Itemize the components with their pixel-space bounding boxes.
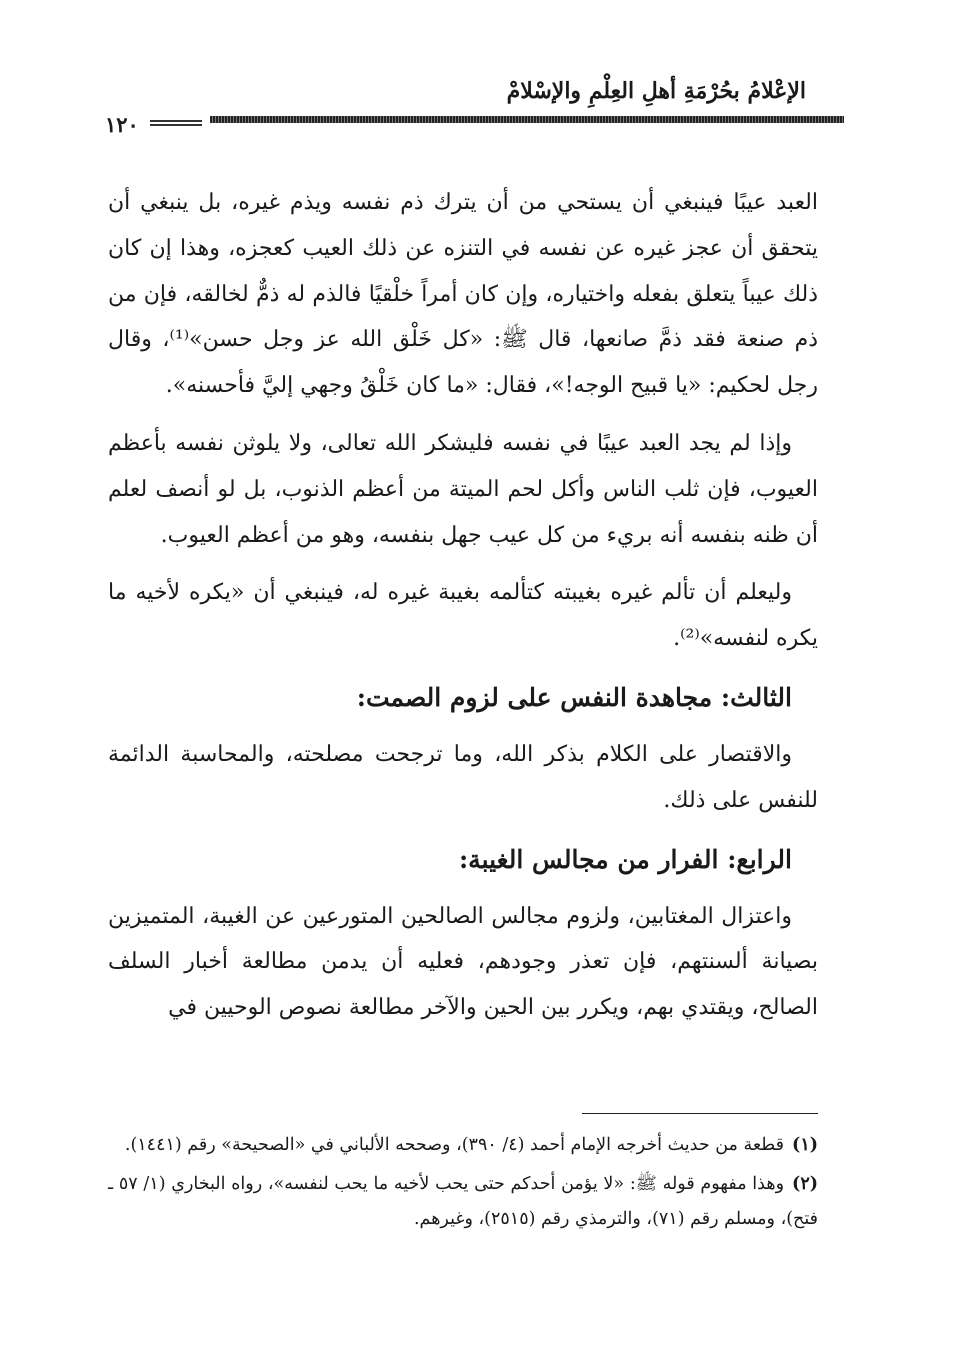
footnote-number: (١) xyxy=(792,1135,818,1155)
footnote-number: (٢) xyxy=(792,1174,818,1194)
footnote-text: قطعة من حديث أخرجه الإمام أحمد (٤/ ٣٩٠)، وصححه الألباني في «الصحيحة» رقم (١٤٤١). xyxy=(124,1135,785,1155)
footnote-2 xyxy=(108,1167,818,1237)
section-heading-third: الثالث: مجاهدة النفس على لزوم الصمت: xyxy=(356,682,792,712)
section-heading-fourth: الرابع: الفرار من مجالس الغيبة: xyxy=(458,844,792,874)
page-number: ١٢٠ xyxy=(105,112,139,137)
paragraph-2: وإذا لم يجد العبد عيبًا في نفسه فليشكر الله تعالى، ولا يلوثن نفسه بأعظم العيوب، فإن ثلب الناس وأكل لحم الميتة من أعظم الذنوب، بل لو أنصف لعلم أن ظنه بنفسه أنه بريء من كل عيب جهل بنفسه، وهو من أعظم العيوب. xyxy=(108,430,818,548)
footnotes xyxy=(108,1128,818,1241)
header-rule xyxy=(210,116,844,123)
header-rule-short-2 xyxy=(150,124,202,126)
header-rule-short xyxy=(150,120,202,122)
footnote-1 xyxy=(108,1128,818,1163)
footnote-text: وهذا مفهوم قوله ﷺ: «لا يؤمن أحدكم حتى يحب لأخيه ما يحب لنفسه»، رواه البخاري (١/ ٥٧ ـ فتح)، ومسلم رقم (٧١)، والترمذي رقم (٢٥١٥)، وغيرهم. xyxy=(108,1174,818,1229)
paragraph-4: والاقتصار على الكلام بذكر الله، وما ترجحت مصلحته، والمحاسبة الدائمة للنفس على ذلك. xyxy=(108,741,818,813)
paragraph-3: وليعلم أن تألم غيره بغيبته كتألمه بغيبة غيره له، فينبغي أن «يكره لأخيه ما يكره لنفسه»⁽²⁾. xyxy=(108,580,818,652)
running-header-title: الإعْلامُ بحُرْمَةِ أهلِ العِلْمِ والإسْلامْ xyxy=(506,78,806,104)
paragraph-1: العبد عيبًا فينبغي أن يستحي من أن يترك ذم نفسه ويذم غيره، بل ينبغي أن يتحقق أن عجز غيره عن نفسه في التنزه عن ذلك العيب كعجزه، وهذا إن كان ذلك عيباً يتعلق بفعله واختياره، وإن كان أمراً خلْقيًا فالذم له ذمٌّ لخالقه، فإن من ذم صنعة فقد ذمَّ صانعها، قال ﷺ: «كل خَلْق الله عز وجل حسن»⁽¹⁾، وقال رجل لحكيم: «يا قبيح الوجه!»، فقال: «ما كان خَلْقُ وجهي إليَّ فأحسنه». xyxy=(108,190,819,399)
main-text xyxy=(108,180,818,1043)
paragraph-5: واعتزال المغتابين، ولزوم مجالس الصالحين المتورعين عن الغيبة، المتميزين بصيانة ألسنتهم، فإن تعذر وجودهم، فعليه أن يدمن مطالعة أخبار السلف الصالح، ويقتدي بهم، ويكرر بين الحين والآخر مطالعة نصوص الوحيين في xyxy=(108,903,818,1021)
footnote-separator xyxy=(582,1113,818,1114)
